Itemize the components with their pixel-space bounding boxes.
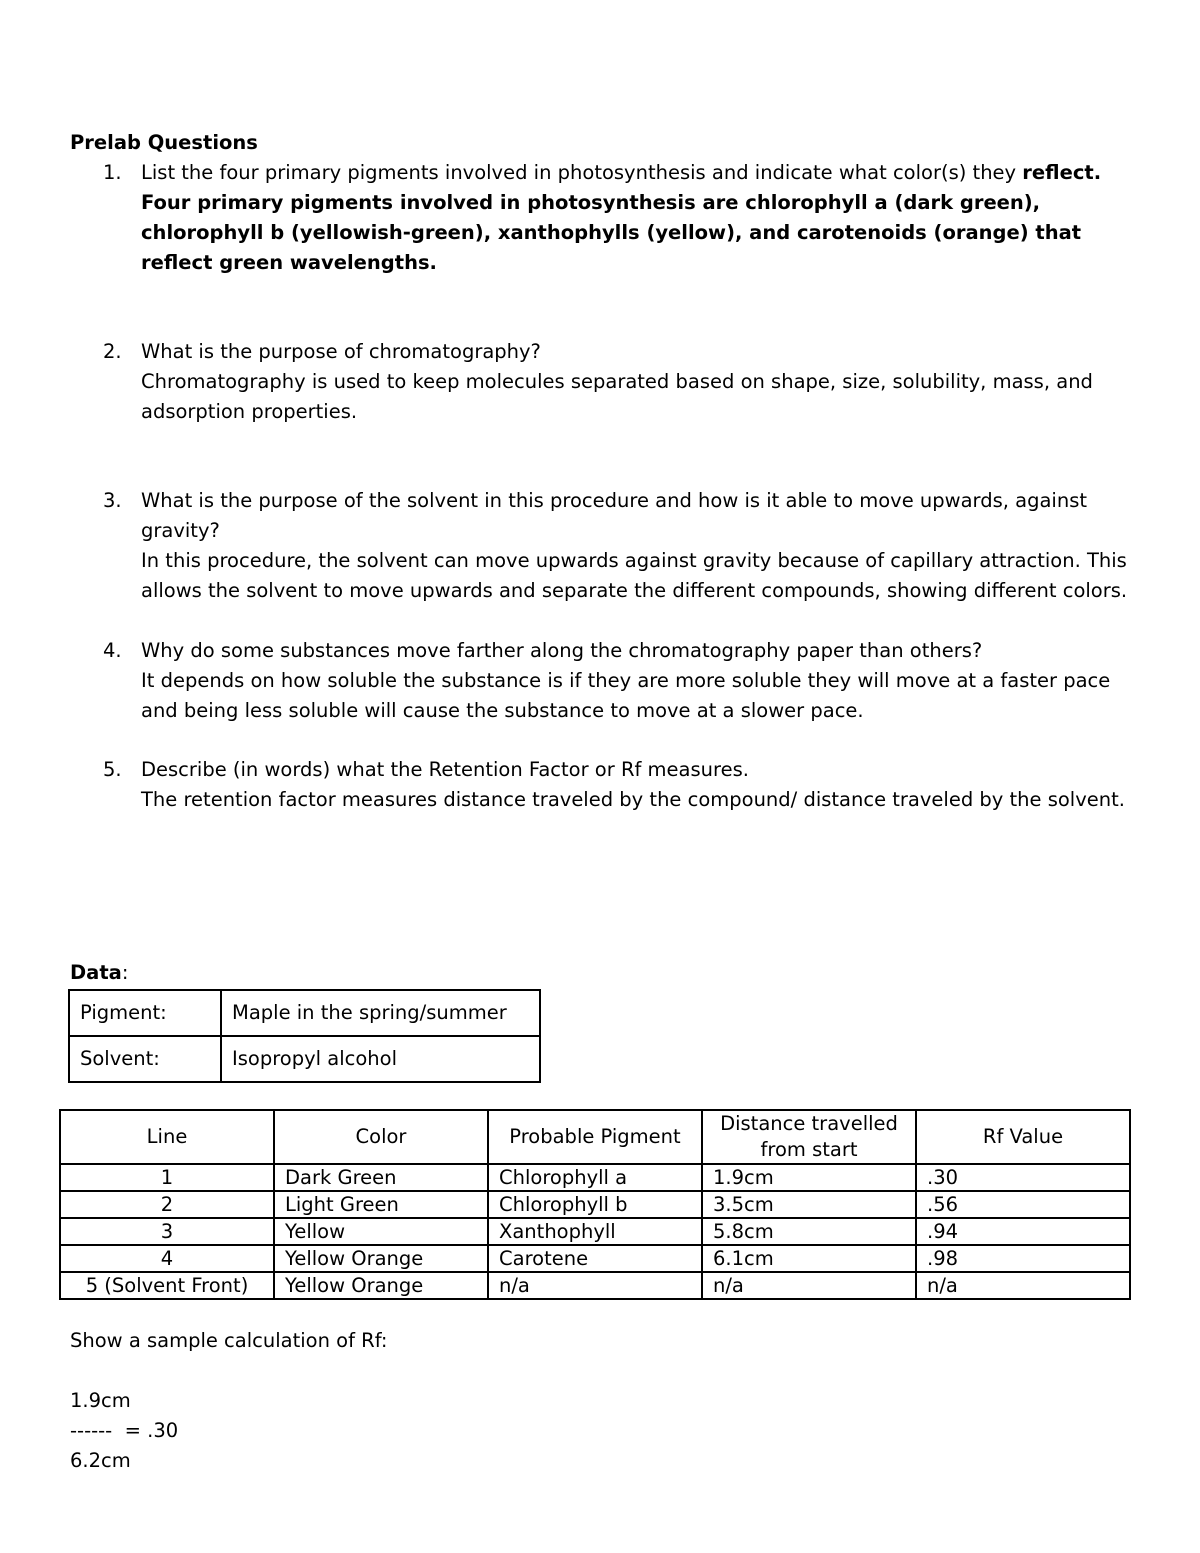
table-row bbox=[69, 990, 540, 1036]
cell-pigment: Chlorophyll a bbox=[488, 1164, 702, 1191]
question-text: Why do some substances move farther along the chromatography paper than others? bbox=[141, 639, 983, 662]
info-value: Isopropyl alcohol bbox=[221, 1036, 540, 1082]
question-list bbox=[70, 158, 1130, 815]
table-row bbox=[60, 1164, 1130, 1191]
cell-rf: .94 bbox=[916, 1218, 1130, 1245]
cell-distance: 3.5cm bbox=[702, 1191, 916, 1218]
info-value: Maple in the spring/summer bbox=[221, 990, 540, 1036]
cell-pigment: Carotene bbox=[488, 1245, 702, 1272]
cell-pigment: Chlorophyll b bbox=[488, 1191, 702, 1218]
prelab-section bbox=[70, 128, 1130, 815]
cell-distance: 1.9cm bbox=[702, 1164, 916, 1191]
cell-color: Yellow bbox=[274, 1218, 488, 1245]
calculation-fraction-line: ------ = .30 bbox=[70, 1419, 179, 1442]
question-item-2 bbox=[70, 337, 1130, 427]
question-item-3 bbox=[70, 486, 1130, 606]
cell-color: Yellow Orange bbox=[274, 1245, 488, 1272]
calculation-prompt: Show a sample calculation of Rf: bbox=[70, 1329, 388, 1352]
cell-rf: .30 bbox=[916, 1164, 1130, 1191]
question-item-1 bbox=[70, 158, 1130, 278]
table-row bbox=[69, 1036, 540, 1082]
results-table bbox=[59, 1109, 1131, 1300]
column-header-rf: Rf Value bbox=[916, 1110, 1130, 1164]
question-bold-tail: reflect. bbox=[1022, 161, 1102, 184]
question-number: 3. bbox=[103, 489, 122, 512]
info-table bbox=[68, 989, 541, 1083]
cell-rf: n/a bbox=[916, 1272, 1130, 1299]
question-text: List the four primary pigments involved in photosynthesis and indicate what color(s) they reflect. bbox=[141, 161, 1102, 184]
cell-line: 2 bbox=[60, 1191, 274, 1218]
question-number: 5. bbox=[103, 758, 122, 781]
prelab-heading: Prelab Questions bbox=[70, 131, 258, 154]
answer-text: Four primary pigments involved in photosynthesis are chlorophyll a (dark green), chlorophyll b (yellowish-green), xanthophylls (yellow), and carotenoids (orange) that reflect green wavelengths. bbox=[141, 191, 1082, 274]
question-text: What is the purpose of the solvent in this procedure and how is it able to move upwards, against gravity? bbox=[141, 489, 1087, 542]
question-number: 1. bbox=[103, 161, 122, 184]
question-item-5 bbox=[70, 755, 1130, 815]
cell-pigment: Xanthophyll bbox=[488, 1218, 702, 1245]
cell-color: Dark Green bbox=[274, 1164, 488, 1191]
calculation-numerator: 1.9cm bbox=[70, 1389, 131, 1412]
question-text: What is the purpose of chromatography? bbox=[141, 340, 541, 363]
info-key: Pigment: bbox=[69, 990, 221, 1036]
cell-color: Yellow Orange bbox=[274, 1272, 488, 1299]
calculation-denominator: 6.2cm bbox=[70, 1449, 131, 1472]
column-header-distance: Distance travelled from start bbox=[702, 1110, 916, 1164]
data-heading: Data: bbox=[70, 961, 129, 984]
cell-pigment: n/a bbox=[488, 1272, 702, 1299]
info-key: Solvent: bbox=[69, 1036, 221, 1082]
cell-distance: n/a bbox=[702, 1272, 916, 1299]
cell-distance: 6.1cm bbox=[702, 1245, 916, 1272]
question-text: Describe (in words) what the Retention Factor or Rf measures. bbox=[141, 758, 749, 781]
spacer bbox=[70, 1356, 387, 1386]
cell-line: 1 bbox=[60, 1164, 274, 1191]
cell-rf: .98 bbox=[916, 1245, 1130, 1272]
question-number: 4. bbox=[103, 639, 122, 662]
cell-rf: .56 bbox=[916, 1191, 1130, 1218]
question-number: 2. bbox=[103, 340, 122, 363]
question-item-4 bbox=[70, 636, 1130, 726]
cell-line: 5 (Solvent Front) bbox=[60, 1272, 274, 1299]
answer-text: The retention factor measures distance traveled by the compound/ distance traveled by the solvent. bbox=[141, 788, 1125, 811]
table-row bbox=[60, 1218, 1130, 1245]
table-row bbox=[60, 1272, 1130, 1299]
answer-text: It depends on how soluble the substance is if they are more soluble they will move at a faster pace and being less soluble will cause the substance to move at a slower pace. bbox=[141, 669, 1111, 722]
sample-calculation bbox=[70, 1326, 387, 1476]
table-row bbox=[60, 1191, 1130, 1218]
cell-color: Light Green bbox=[274, 1191, 488, 1218]
column-header-line: Line bbox=[60, 1110, 274, 1164]
answer-text: In this procedure, the solvent can move upwards against gravity because of capillary attraction. This allows the solvent to move upwards and separate the different compounds, showing different colors. bbox=[141, 549, 1128, 602]
cell-line: 3 bbox=[60, 1218, 274, 1245]
column-header-pigment: Probable Pigment bbox=[488, 1110, 702, 1164]
table-row bbox=[60, 1245, 1130, 1272]
cell-line: 4 bbox=[60, 1245, 274, 1272]
answer-text: Chromatography is used to keep molecules separated based on shape, size, solubility, mass, and adsorption properties. bbox=[141, 370, 1093, 423]
column-header-color: Color bbox=[274, 1110, 488, 1164]
table-header-row bbox=[60, 1110, 1130, 1164]
cell-distance: 5.8cm bbox=[702, 1218, 916, 1245]
